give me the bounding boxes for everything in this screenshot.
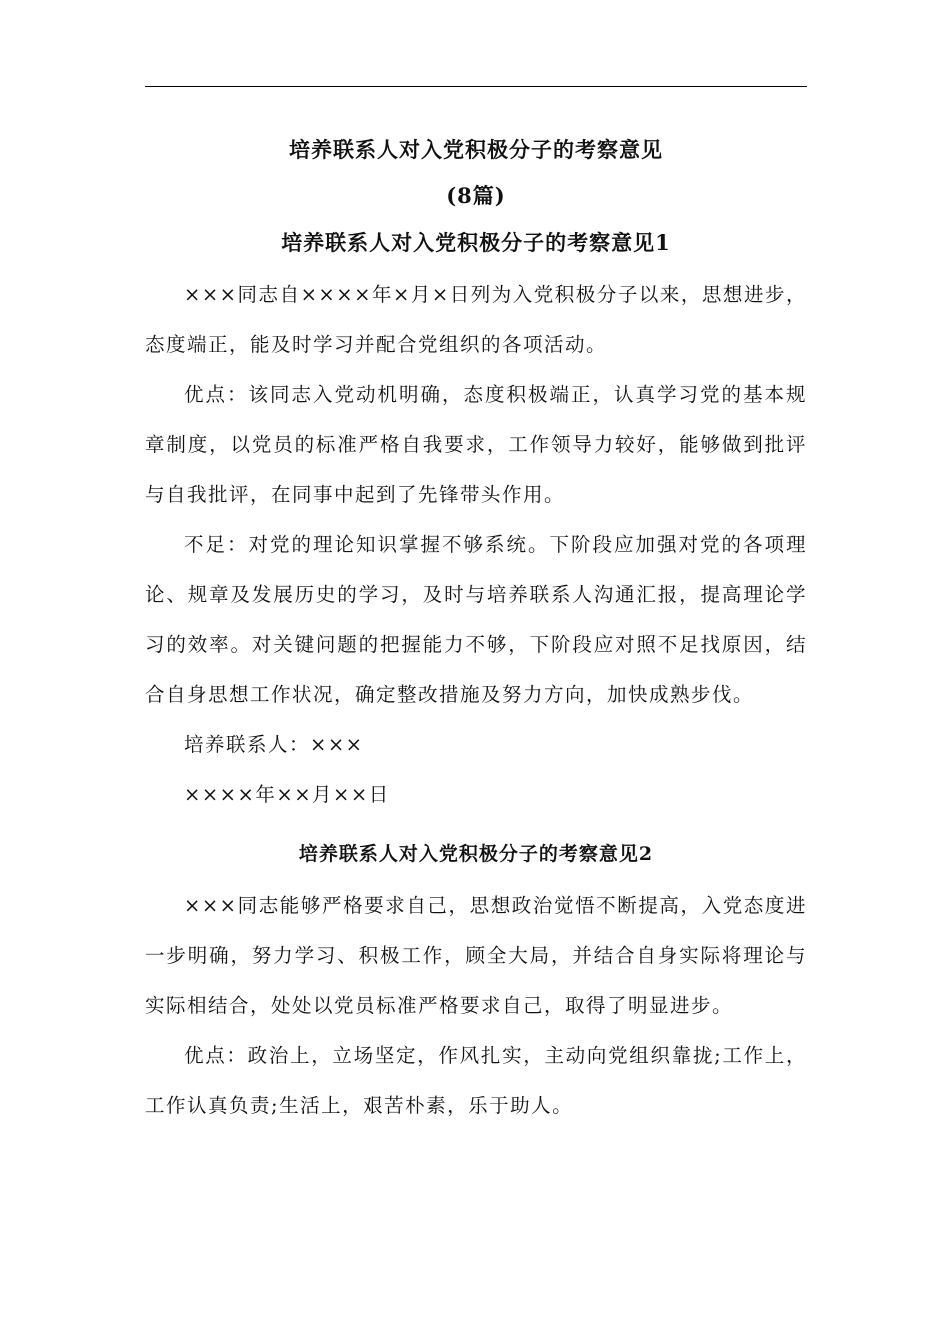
section1-paragraph: ×××同志自××××年×月×日列为入党积极分子以来，思想进步，态度端正，能及时学习并配合党组织的各项活动。 — [145, 283, 807, 356]
header-rule — [145, 86, 807, 87]
section2-paragraph: ×××同志能够严格要求自己，思想政治觉悟不断提高，入党态度进一步明确，努力学习、积极工作，顾全大局，并结合自身实际将理论与实际相结合，处处以党员标准严格要求自己，取得了明显进步。 — [145, 894, 807, 1017]
section1-paragraph: 不足：对党的理论知识掌握不够系统。下阶段应加强对党的各项理论、规章及发展历史的学习，及时与培养联系人沟通汇报，提高理论学习的效率。对关键问题的把握能力不够，下阶段应对照不足找原因，结合自身思想工作状况，确定整改措施及努力方向，加快成熟步伐。 — [145, 533, 807, 706]
doc-title: 培养联系人对入党积极分子的考察意见 — [289, 137, 663, 162]
section1-contact: 培养联系人：××× — [184, 733, 364, 756]
doc-subtitle: (8篇) — [446, 183, 506, 208]
section2-paragraph: 优点：政治上，立场坚定，作风扎实，主动向党组织靠拢;工作上，工作认真负责;生活上，艰苦朴素，乐于助人。 — [145, 1044, 807, 1117]
section1-heading: 培养联系人对入党积极分子的考察意见1 — [281, 230, 671, 255]
document-body — [145, 130, 807, 1131]
section1-paragraph: 优点：该同志入党动机明确，态度积极端正，认真学习党的基本规章制度，以党员的标准严格自我要求，工作领导力较好，能够做到批评与自我批评，在同事中起到了先锋带头作用。 — [145, 383, 807, 506]
section2-heading: 培养联系人对入党积极分子的考察意见2 — [298, 843, 654, 865]
section1-date: ××××年××月××日 — [184, 783, 390, 806]
